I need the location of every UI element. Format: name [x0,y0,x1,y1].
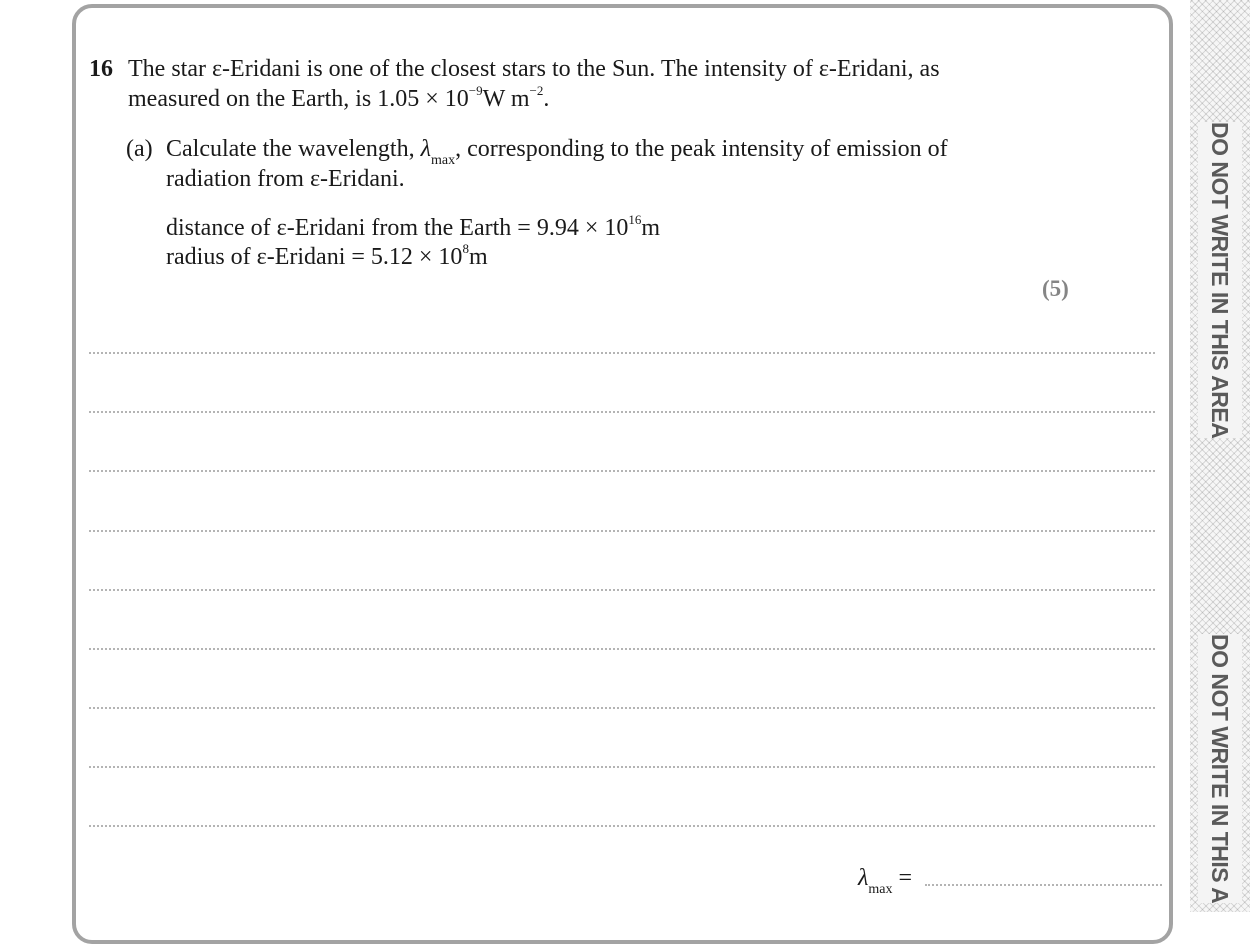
question-intro-line1: The star ε-Eridani is one of the closest stars to the Sun. The intensity of ε-Eridani, as [128,56,940,82]
margin-warning-bottom: DO NOT WRITE IN THIS A [1198,634,1242,903]
answer-line[interactable] [89,707,1155,709]
part-a-instruction-line2: radiation from ε-Eridani. [166,166,405,192]
answer-line[interactable] [89,530,1155,532]
answer-line[interactable] [89,589,1155,591]
answer-line[interactable] [89,470,1155,472]
answer-line[interactable] [89,352,1155,354]
data-distance: distance of ε-Eridani from the Earth = $9.94 \times 10^{16}m$ [166,212,661,241]
question-number: 16 [89,56,113,82]
answer-line[interactable] [89,648,1155,650]
answer-line[interactable] [89,825,1155,827]
part-a-instruction-line1: Calculate the wavelength, $\lambda_{max}$, corresponding to the peak intensity of emission of [166,136,948,168]
margin-warning-top: DO NOT WRITE IN THIS AREA [1198,122,1242,438]
answer-line[interactable] [89,766,1155,768]
data-radius: radius of ε-Eridani = $5.12 \times 10^8m$ [166,241,488,270]
final-answer-line[interactable] [925,884,1162,886]
part-a-label: (a) [126,136,153,162]
final-answer-label: $\lambda_{max}$ = [858,865,913,897]
question-intro-line2: measured on the Earth, is $1.05 \times 10^{-9}W$ $m^{-2}$. [128,83,550,112]
answer-line[interactable] [89,411,1155,413]
marks-indicator: (5) [1042,276,1069,301]
